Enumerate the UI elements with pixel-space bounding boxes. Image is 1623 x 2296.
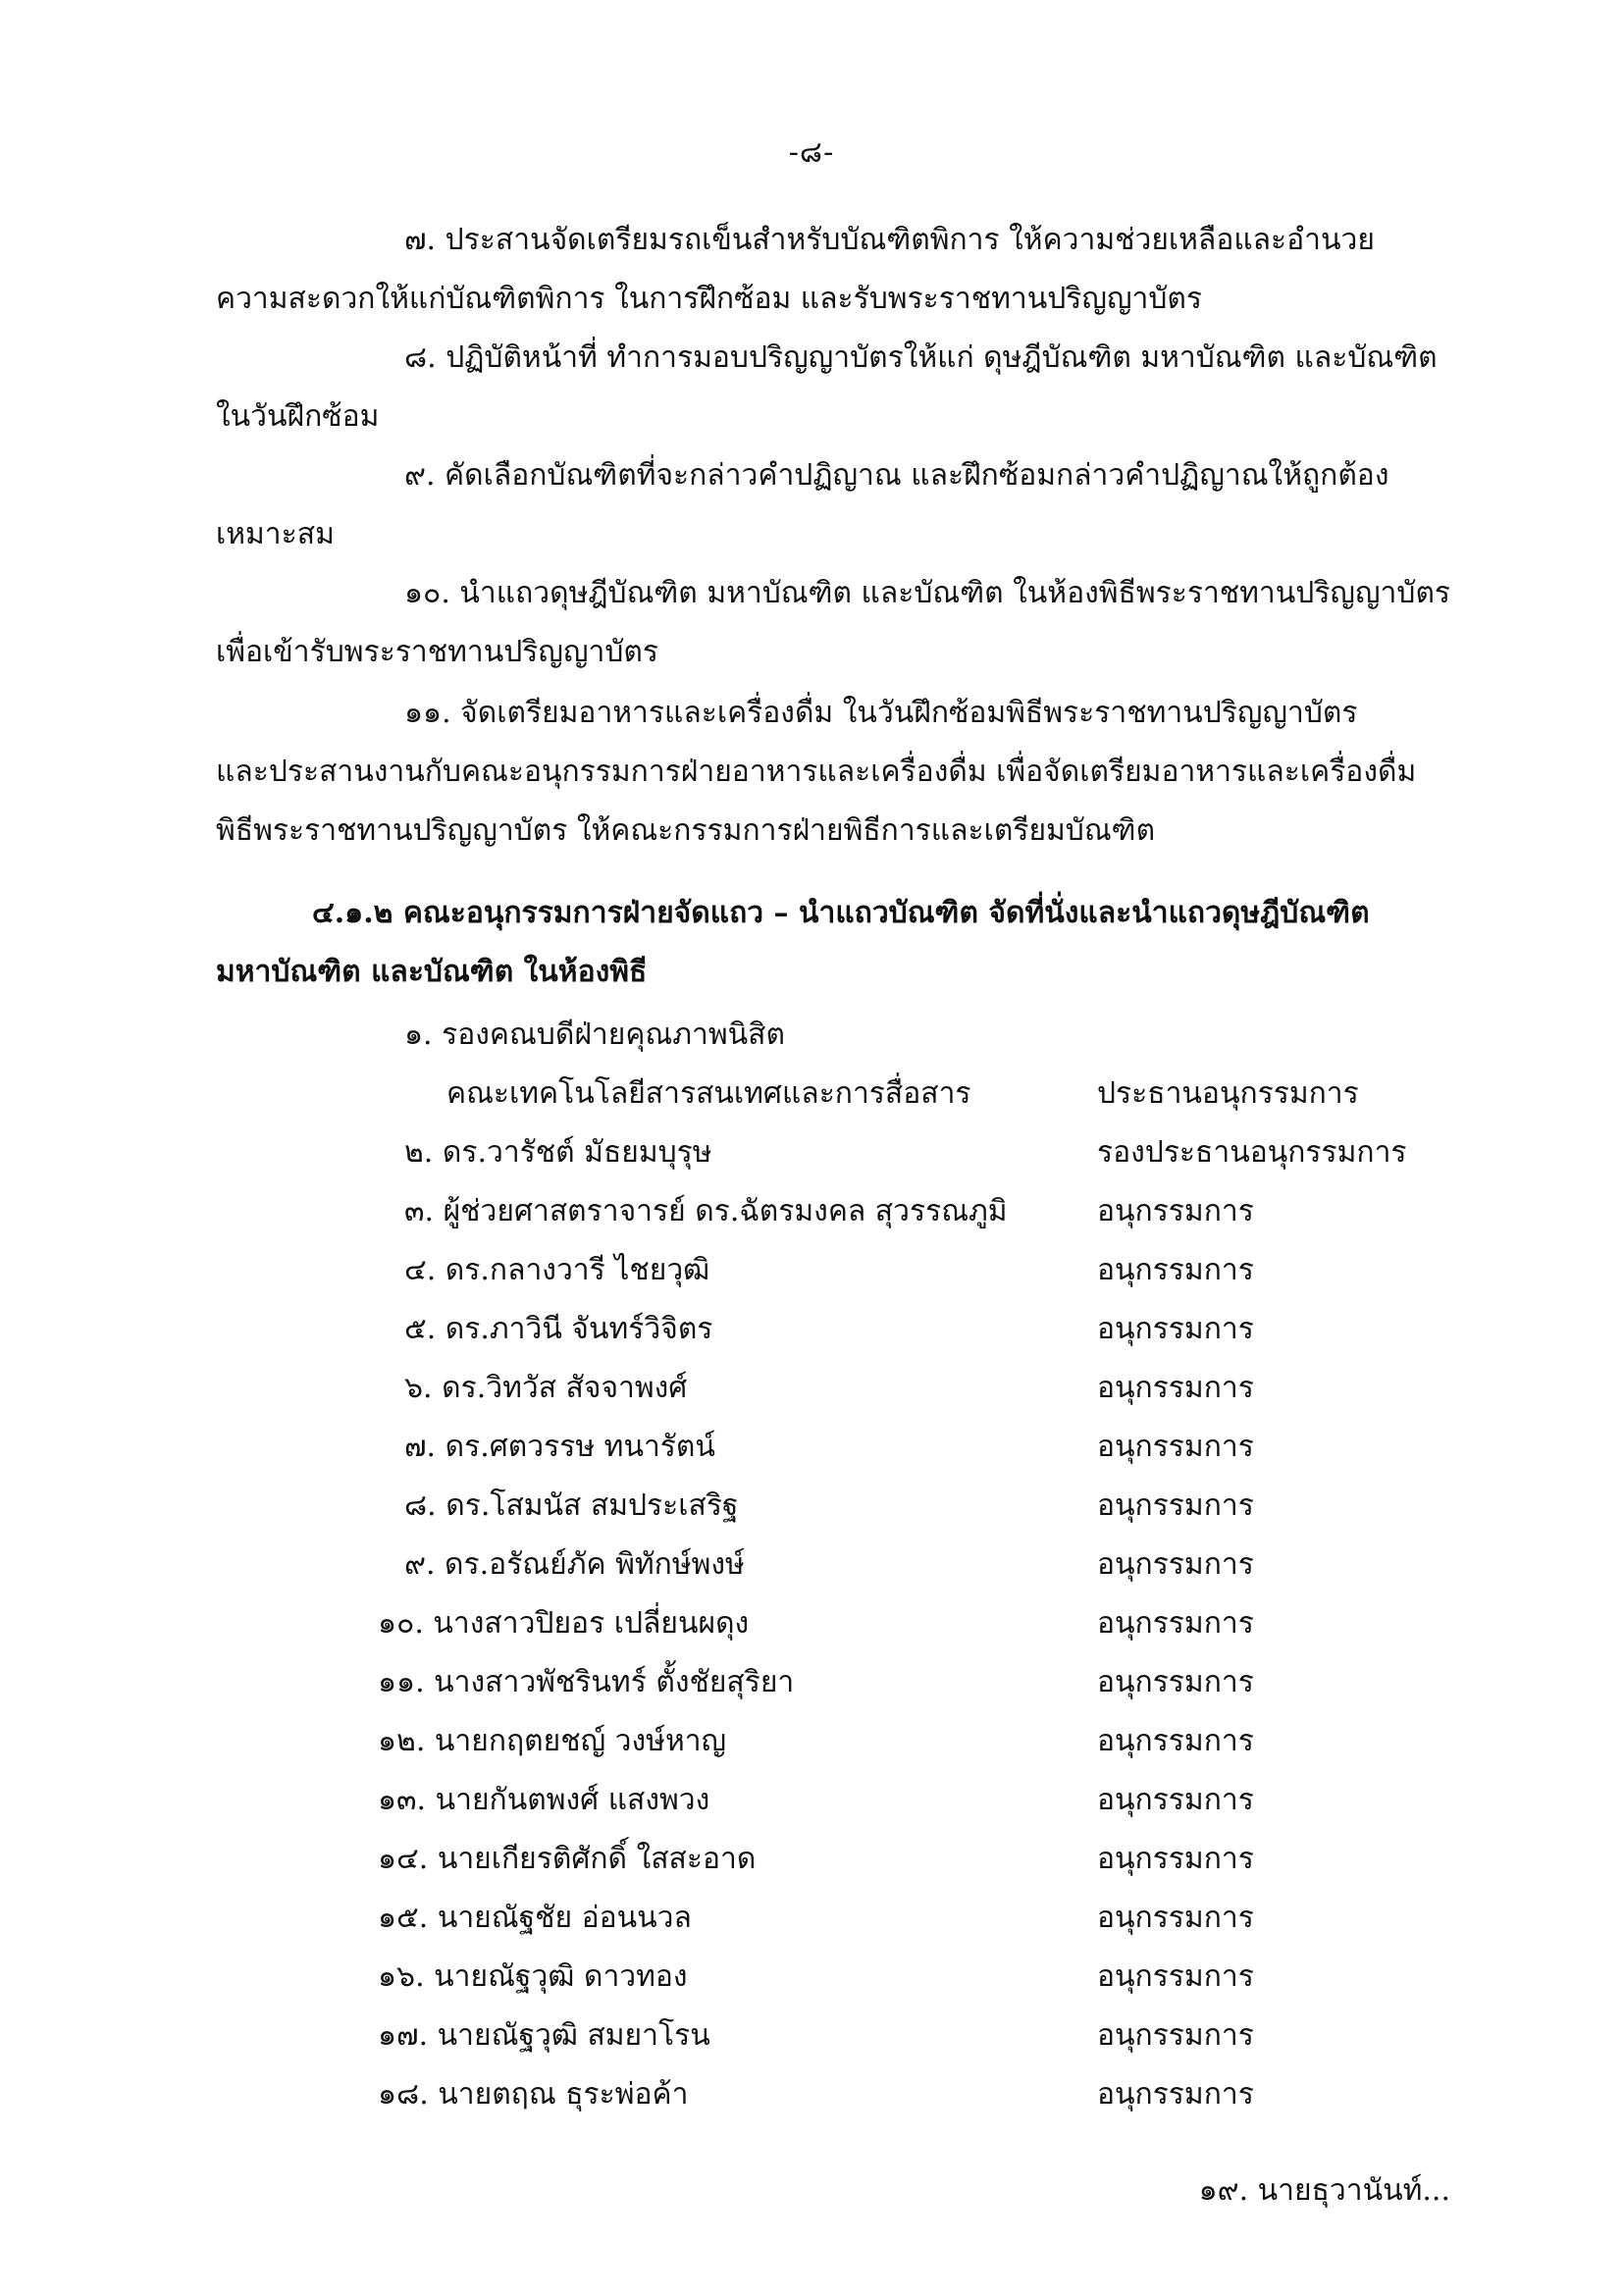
member-name: ๑. รองคณบดีฝ่ายคุณภาพนิสิต <box>404 1018 785 1052</box>
member-role: อนุกรรมการ <box>1097 1783 1254 1817</box>
member-role: อนุกรรมการ <box>1097 1194 1254 1228</box>
member-role: อนุกรรมการ <box>1097 1430 1254 1464</box>
member-role: อนุกรรมการ <box>1097 1901 1254 1935</box>
member-role: อนุกรรมการ <box>1097 2077 1254 2112</box>
member-role: อนุกรรมการ <box>1097 1959 1254 1994</box>
member-name: ๑๗. นายณัฐวุฒิ สมยาโรน <box>378 2018 710 2053</box>
member-name: ๓. ผู้ช่วยศาสตราจารย์ ดร.ฉัตรมงคล สุวรรณภูมิ <box>404 1194 1008 1228</box>
continuation-text: ๑๙. นายธุวานันท์... <box>1198 2173 1450 2208</box>
member-role: อนุกรรมการ <box>1097 1488 1254 1523</box>
paragraph-line: ๗. ประสานจัดเตรียมรถเข็นสำหรับบัณฑิตพิการ ให้ความช่วยเหลือและอำนวย <box>404 223 1375 257</box>
member-name: ๔. ดร.กลางวารี ไชยวุฒิ <box>404 1253 710 1287</box>
member-role: ประธานอนุกรรมการ <box>1097 1076 1359 1111</box>
paragraph-line: เหมาะสม <box>216 517 335 551</box>
paragraph-line: และประสานงานกับคณะอนุกรรมการฝ่ายอาหารและเครื่องดื่ม เพื่อจัดเตรียมอาหารและเครื่องดื่ม <box>216 755 1417 789</box>
member-name: ๑๔. นายเกียรติศักดิ์ ใสสะอาด <box>378 1842 757 1876</box>
member-name: ๑๐. นางสาวปิยอร เปลี่ยนผดุง <box>378 1606 750 1641</box>
member-role: อนุกรรมการ <box>1097 1312 1254 1346</box>
member-name: ๑๓. นายกันตพงศ์ แสงพวง <box>378 1783 710 1817</box>
member-role: อนุกรรมการ <box>1097 1547 1254 1582</box>
page-number: -๘- <box>788 135 835 170</box>
member-name: ๑๖. นายณัฐวุฒิ ดาวทอง <box>378 1959 688 1994</box>
member-name: คณะเทคโนโลยีสารสนเทศและการสื่อสาร <box>446 1076 971 1111</box>
paragraph-line: ๙. คัดเลือกบัณฑิตที่จะกล่าวคำปฏิญาณ และฝึกซ้อมกล่าวคำปฏิญาณให้ถูกต้อง <box>404 458 1389 493</box>
paragraph-line: ๘. ปฏิบัติหน้าที่ ทำการมอบปริญญาบัตรให้แก่ ดุษฎีบัณฑิต มหาบัณฑิต และบัณฑิต <box>404 340 1438 375</box>
paragraph-line: ๑๑. จัดเตรียมอาหารและเครื่องดื่ม ในวันฝึกซ้อมพิธีพระราชทานปริญญาบัตร <box>404 696 1358 730</box>
paragraph-line: ความสะดวกให้แก่บัณฑิตพิการ ในการฝึกซ้อม และรับพระราชทานปริญญาบัตร <box>216 282 1202 316</box>
member-name: ๑๘. นายตฤณ ธุระพ่อค้า <box>378 2077 689 2112</box>
member-name: ๗. ดร.ศตวรรษ ทนารัตน์ <box>404 1430 715 1464</box>
section-heading: มหาบัณฑิต และบัณฑิต ในห้องพิธี <box>216 955 648 989</box>
member-role: อนุกรรมการ <box>1097 1665 1254 1699</box>
member-role: อนุกรรมการ <box>1097 1724 1254 1758</box>
member-role: อนุกรรมการ <box>1097 1253 1254 1287</box>
member-role: อนุกรรมการ <box>1097 1606 1254 1641</box>
member-role: อนุกรรมการ <box>1097 1842 1254 1876</box>
member-name: ๖. ดร.วิทวัส สัจจาพงศ์ <box>404 1371 688 1405</box>
member-name: ๘. ดร.โสมนัส สมประเสริฐ <box>404 1488 739 1523</box>
paragraph-line: พิธีพระราชทานปริญญาบัตร ให้คณะกรรมการฝ่ายพิธีการและเตรียมบัณฑิต <box>216 813 1156 848</box>
member-name: ๕. ดร.ภาวินี จันทร์วิจิตร <box>404 1312 713 1346</box>
member-role: รองประธานอนุกรรมการ <box>1097 1135 1407 1170</box>
paragraph-line: ๑๐. นำแถวดุษฎีบัณฑิต มหาบัณฑิต และบัณฑิต ในห้องพิธีพระราชทานปริญญาบัตร <box>404 576 1451 610</box>
member-role: อนุกรรมการ <box>1097 2018 1254 2053</box>
member-name: ๑๕. นายณัฐชัย อ่อนนวล <box>378 1901 692 1935</box>
member-name: ๒. ดร.วารัชต์ มัธยมบุรุษ <box>404 1135 712 1170</box>
member-name: ๑๒. นายกฤตยชญ์ วงษ์หาญ <box>378 1724 727 1758</box>
section-heading: ๔.๑.๒ คณะอนุกรรมการฝ่ายจัดแถว – นำแถวบัณฑิต จัดที่นั่งและนำแถวดุษฎีบัณฑิต <box>312 896 1370 930</box>
paragraph-line: ในวันฝึกซ้อม <box>216 399 380 434</box>
paragraph-line: เพื่อเข้ารับพระราชทานปริญญาบัตร <box>216 635 659 669</box>
member-name: ๙. ดร.อรัณย์ภัค พิทักษ์พงษ์ <box>404 1547 745 1582</box>
member-role: อนุกรรมการ <box>1097 1371 1254 1405</box>
member-name: ๑๑. นางสาวพัชรินทร์ ตั้งชัยสุริยา <box>378 1665 795 1699</box>
